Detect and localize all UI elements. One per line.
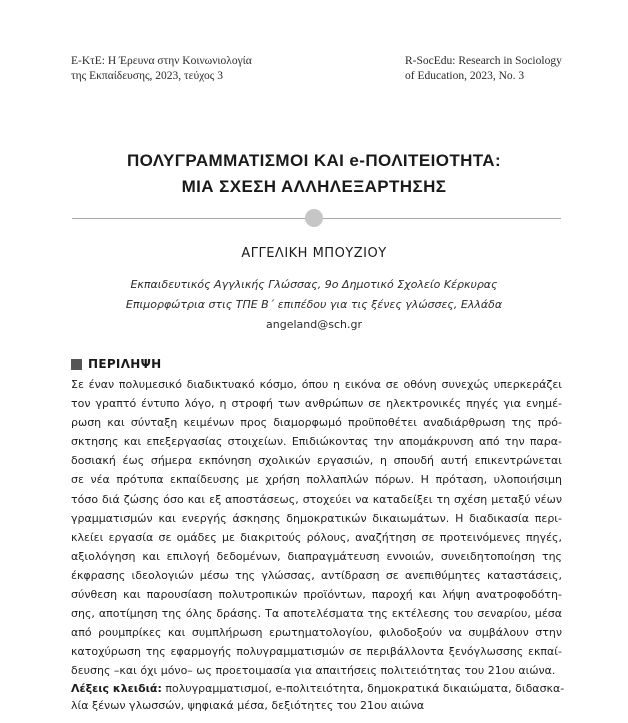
keywords-line <box>71 680 565 697</box>
keywords-line: λία ξένων γλωσσών, ψηφιακά μέσα, δεξιότητες του 21ου αιώνα <box>71 699 425 712</box>
abstract-line: τόσο διά ζώσης όσο και εξ αποστάσεως, στοχεύει να καταδείξει τη σχέση μεταξύ νέων <box>71 492 562 506</box>
journal-header-english-line: R-SocEdu: Research in Sociology <box>405 55 562 67</box>
abstract-line: σης, αποτίμηση της όλης δράσης. Τα αποτελέσματα της εκτέλεσης του σεναρίου, μέσα <box>71 607 562 621</box>
abstract-body <box>71 375 562 681</box>
abstract-line: κατοχύρωση της εφαρμογής πολυγραμματισμών σε περιβάλλοντα ξενόγλωσσης εκπαί- <box>71 645 562 659</box>
abstract-line: τον γραπτό έντυπο λόγο, η στροφή των ανθρώπων σε ηλεκτρονικές πηγές για ενημέ- <box>71 397 562 411</box>
abstract-heading: ΠΕΡΙΛΗΨΗ <box>88 357 162 371</box>
keywords <box>71 680 565 714</box>
journal-header-english-line: of Education, 2023, No. 3 <box>405 69 525 82</box>
keywords-text: πολυγραμματισμοί, e-πολιτειότητα, δημοκρατικά δικαιώματα, διδασκα- <box>165 682 565 695</box>
abstract-line: γραμματισμών και ενεργής άσκησης δημοκρατικών δικαιωμάτων. Η διαδικασία περι- <box>71 511 562 525</box>
abstract-line: σύνθεση και παρουσίαση πολυτροπικών προϊόντων, παροχή και λήψη ανατροφοδότη- <box>71 588 562 602</box>
abstract-line: σε νέα πρότυπα εκπαίδευσης με χρήση πολλαπλών πόρων. Η πρόταση, υλοποιήσιμη <box>71 473 562 487</box>
abstract-line: αξιολόγηση και επιλογή δεδομένων, διαπραγμάτευση εννοιών, συνειδητοποίηση της <box>71 549 562 563</box>
abstract-line: από ρουμπρίκες και συμπλήρωση ερωτηματολογίου, φιλοδοξούν να συμβάλουν στην <box>71 626 562 640</box>
journal-header-greek-line: της Εκπαίδευσης, 2023, τεύχος 3 <box>71 69 223 82</box>
abstract-line: έκφρασης ιδεολογιών μέσω της γλώσσας, αντίδραση σε ανεπιθύμητες καταστάσεις, <box>71 568 562 582</box>
abstract-line: ρωση και σύνταξη κειμένων προς διαμορφωμό προϋποθέτει αναδιάρθρωση της πρό- <box>71 416 562 430</box>
author-name: ΑΓΓΕΛΙΚΗ ΜΠΟΥΖΙΟΥ <box>241 246 387 261</box>
abstract-line: δοσιακή έως σήμερα εκπόνηση σχολικών εργασιών, η σπουδή αυτή επικεντρώνεται <box>71 454 562 468</box>
journal-header-greek <box>71 54 252 83</box>
abstract-line: Σε έναν πολυμεσικό διαδικτυακό κόσμο, όπου η εικόνα σε οθόνη συνεχώς υπερκεράζει <box>71 378 562 391</box>
paper-title-line: ΜΙΑ ΣΧΕΣΗ ΑΛΛΗΛΕΞΑΡΤΗΣΗΣ <box>181 177 447 196</box>
divider-dot <box>305 209 323 227</box>
author-affiliation: Εκπαιδευτικός Αγγλικής Γλώσσας, 9ο Δημοτικό Σχολείο Κέρκυρας <box>130 278 498 291</box>
keywords-label: Λέξεις κλειδιά: <box>71 682 162 695</box>
abstract-line: δευσης –και όχι μόνο– ως προετοιμασία για απαιτήσεις πολιτειότητας του 21ου αιώνα. <box>71 664 556 678</box>
paper-title <box>0 148 628 200</box>
paper-title-line: ΠΟΛΥΓΡΑΜΜΑΤΙΣΜΟΙ ΚΑΙ e-ΠΟΛΙΤΕΙΟΤΗΤΑ: <box>126 151 502 170</box>
section-square-icon <box>71 359 82 370</box>
author-email: angeland@sch.gr <box>266 318 362 331</box>
abstract-line: κλείει εργασία σε ομάδες με διακριτούς ρόλους, αναζήτηση σε προτεινόμενες πηγές, <box>71 530 562 544</box>
journal-header-greek-line: Ε-ΚτΕ: Η Έρευνα στην Κοινωνιολογία <box>71 55 252 67</box>
journal-header-english <box>405 54 562 83</box>
abstract-line: σκτησης και επεξεργασίας στοιχείων. Επιδιώκοντας την απομάκρυνση από την παρα- <box>71 435 562 449</box>
author-affiliation: Επιμορφώτρια στις ΤΠΕ Β΄ επιπέδου για τις ξένες γλώσσες, Ελλάδα <box>125 298 503 311</box>
